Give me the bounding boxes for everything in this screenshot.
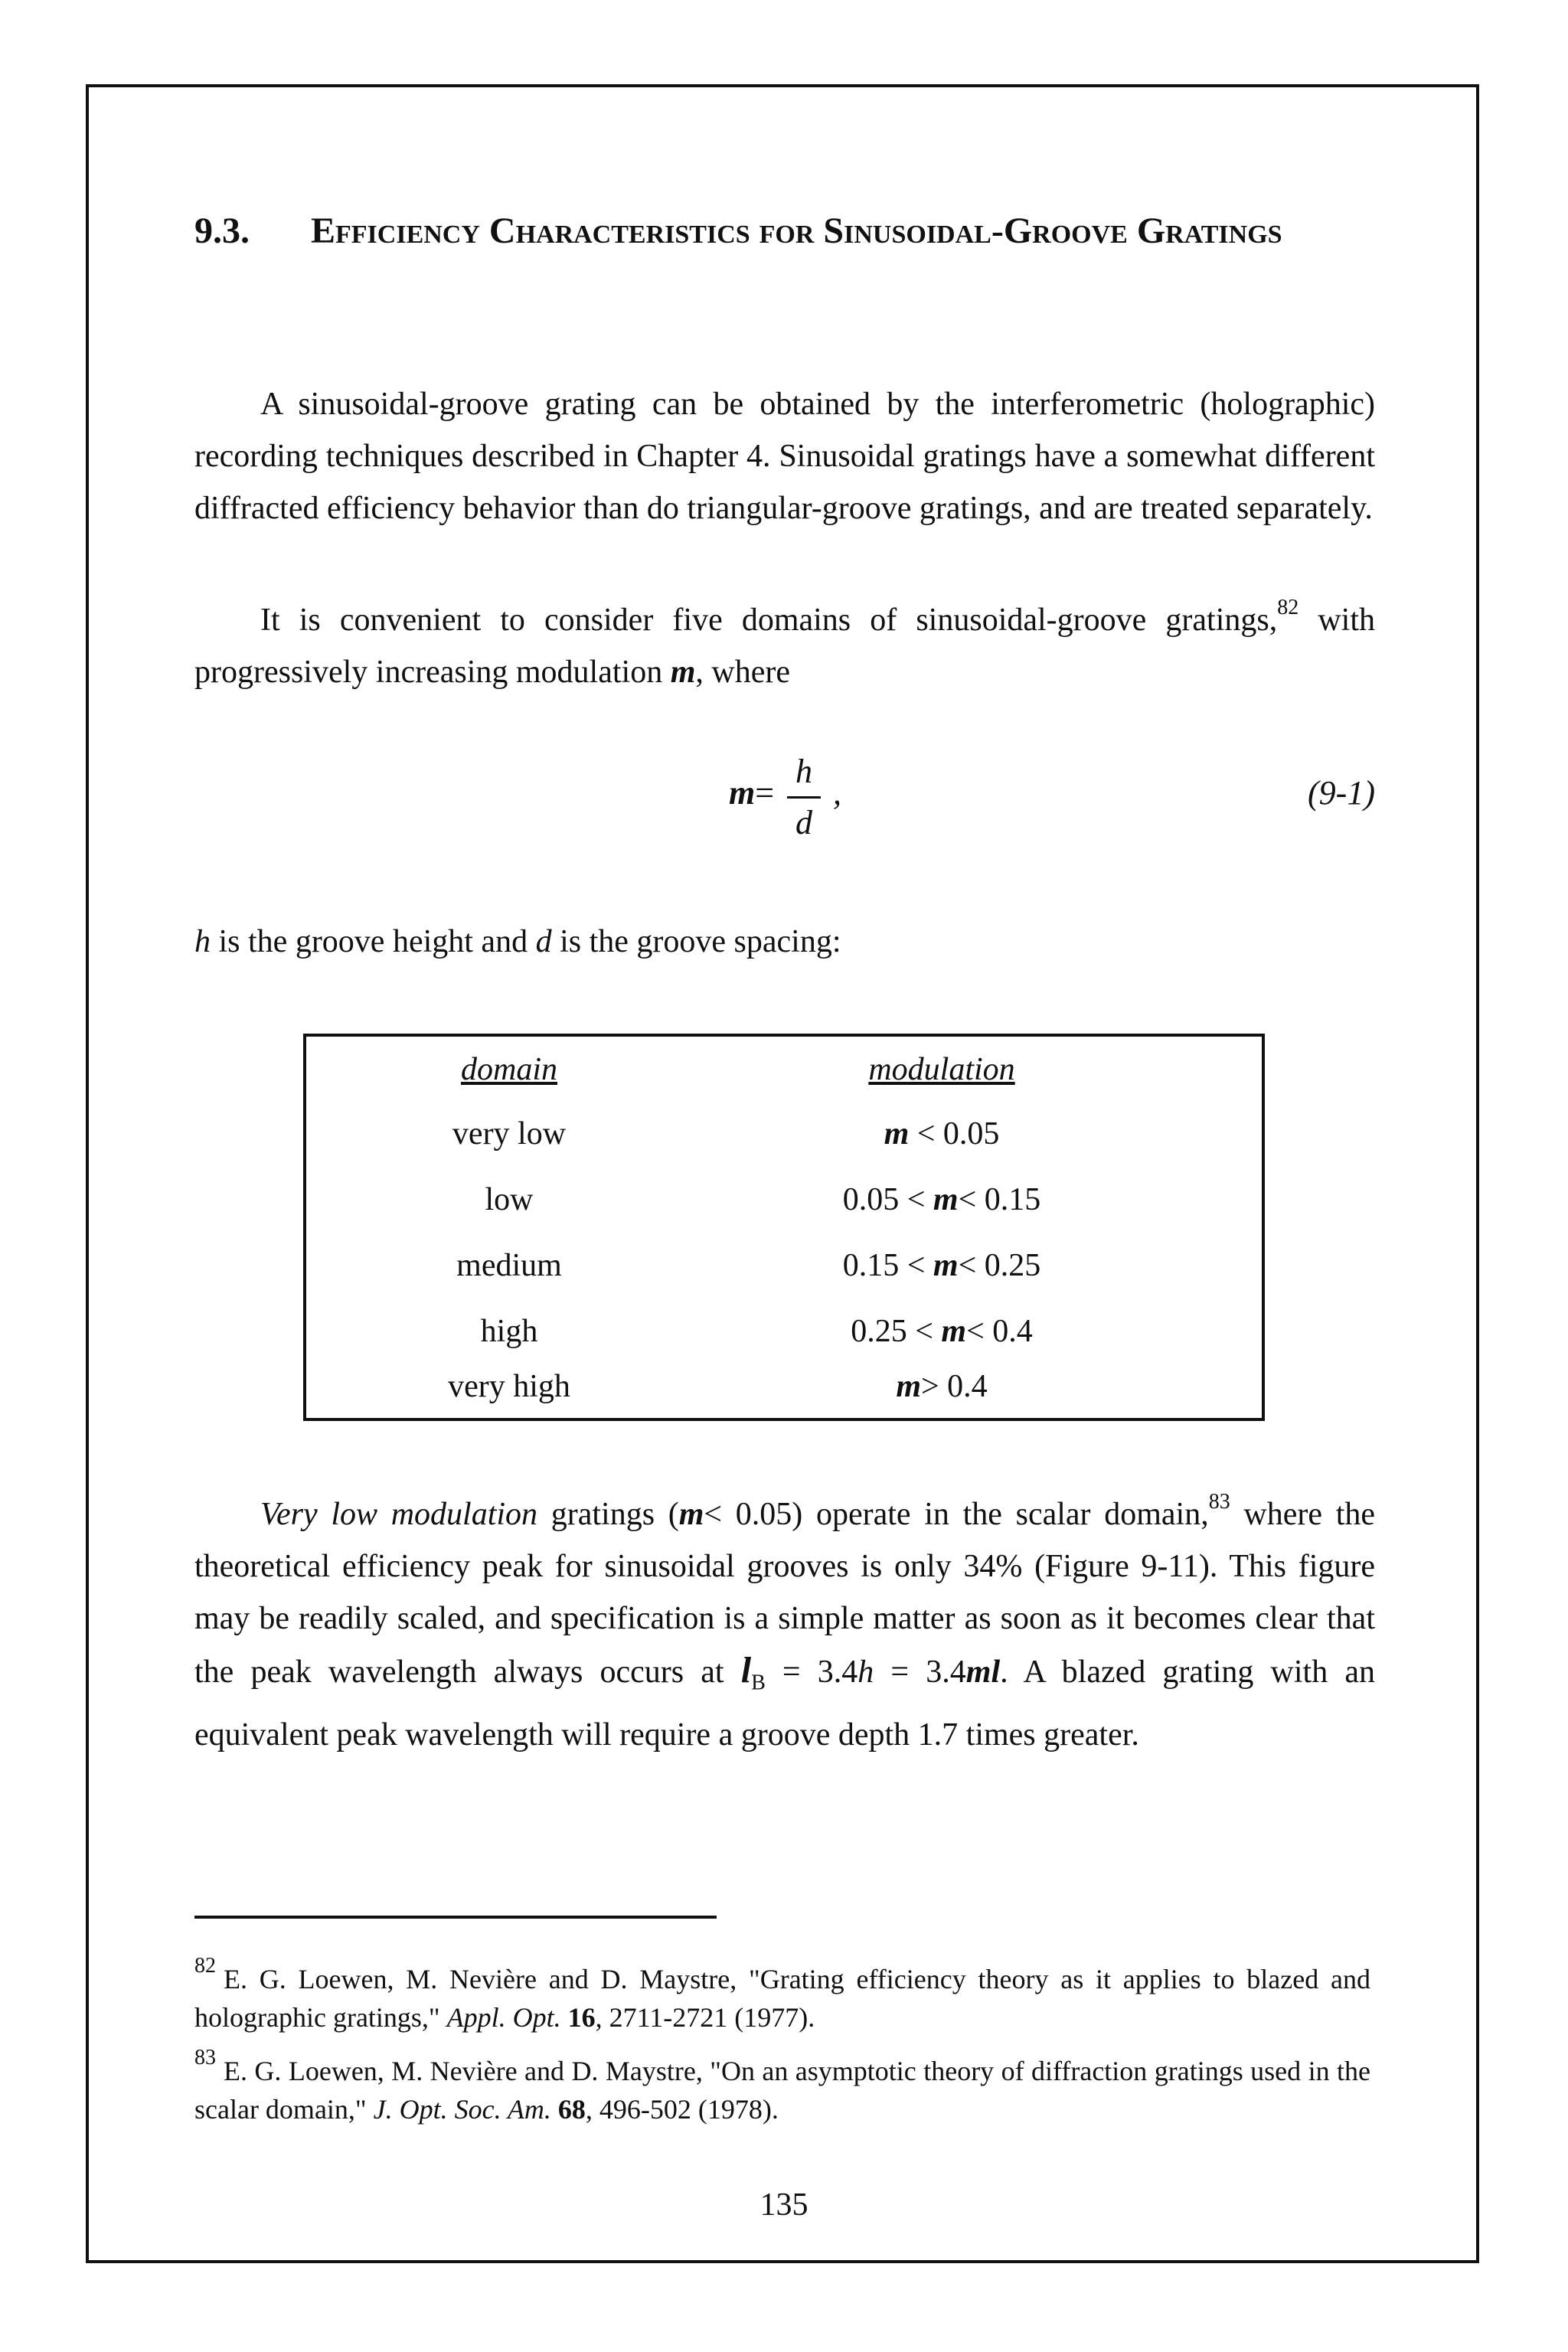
modulation-symbol: m: [884, 1116, 910, 1152]
domain-cell: low: [485, 1182, 534, 1217]
lambda-subscript: B: [751, 1671, 766, 1695]
range-low: 0.15 <: [842, 1248, 933, 1283]
footnote-volume: 16: [567, 2002, 596, 2033]
domain-cell: very low: [452, 1116, 567, 1152]
footnote-rule: [194, 1916, 717, 1919]
paragraph-very-low-modulation: [194, 1488, 1375, 1761]
p3-text-1: gratings (: [537, 1497, 679, 1532]
equation-lhs: [729, 773, 774, 812]
range-high: < 0.4: [966, 1314, 1033, 1349]
range-high: > 0.4: [920, 1369, 988, 1404]
explanation-text-1: is the groove height and: [211, 924, 536, 959]
paragraph-domains: [194, 594, 1375, 698]
equation-number: (9-1): [1308, 774, 1375, 812]
modulation-symbol: m: [933, 1248, 959, 1283]
footnote-ref-83: 83: [1208, 1490, 1230, 1514]
range-high: < 0.05: [909, 1116, 1000, 1152]
table-header-row: [306, 1037, 1262, 1102]
p3-text-3: where the theoretical efficiency peak for sinusoidal grooves is only 34% (Figure 9-11). This figure may be readily scaled, and specification is a simple matter as soon as it becomes clear that the peak wavelength always occurs at: [194, 1497, 1375, 1690]
table-row: [306, 1233, 1262, 1298]
p3-text-6: . A blazed grating with an equivalent peak wavelength will require a groove depth 1.7 times greater.: [194, 1655, 1375, 1753]
footnote-pages: , 2711-2721 (1977).: [595, 2002, 815, 2033]
footnote-text: E. G. Loewen, M. Nevière and D. Maystre, "Grating efficiency theory as it applies to blazed and holographic gratings,": [194, 1964, 1370, 2033]
paragraph-domains-text-2: with progressively increasing modulation: [194, 603, 1375, 690]
paragraph-domains-text-3: , where: [695, 655, 790, 690]
domain-cell: high: [480, 1314, 538, 1349]
m-lambda-symbol: ml: [965, 1655, 1001, 1690]
range-high: < 0.25: [958, 1248, 1041, 1283]
lambda-symbol: l: [740, 1650, 752, 1690]
footnote-number: 83: [194, 2046, 216, 2069]
symbol-d: d: [535, 924, 552, 959]
table-row: [306, 1354, 1262, 1419]
table-row: [306, 1167, 1262, 1233]
footnote-83: [194, 2046, 1370, 2128]
section-number: 9.3.: [194, 211, 250, 251]
equation-9-1: [194, 750, 1375, 850]
explanation-text-2: is the groove spacing:: [551, 924, 841, 959]
footnote-journal: J. Opt. Soc. Am.: [373, 2094, 551, 2125]
modulation-cell: [796, 1354, 1087, 1419]
modulation-table: [303, 1034, 1265, 1421]
domain-cell: very high: [448, 1369, 570, 1404]
footnote-journal: Appl. Opt.: [446, 2002, 561, 2033]
fraction-numerator: h: [795, 753, 812, 790]
equation-lhs-symbol: m: [729, 774, 756, 812]
modulation-symbol: m: [670, 655, 696, 690]
header-domain: domain: [461, 1052, 557, 1087]
equation-fraction: [782, 750, 825, 844]
p3-text-2: < 0.05) operate in the scalar domain,: [704, 1497, 1209, 1532]
modulation-cell: [796, 1167, 1087, 1233]
modulation-cell: [796, 1233, 1087, 1298]
modulation-symbol: m: [678, 1497, 704, 1532]
equation-explanation: [194, 916, 841, 968]
footnote-82: [194, 1954, 1370, 2037]
footnote-pages: , 496-502 (1978).: [585, 2094, 779, 2125]
section-title: Efficiency Characteristics for Sinusoidal-Groove Gratings: [311, 211, 1282, 251]
modulation-symbol: m: [941, 1314, 967, 1349]
modulation-cell: [796, 1101, 1087, 1167]
p3-text-5: = 3.4: [874, 1655, 966, 1690]
p3-text-4: = 3.4: [765, 1655, 858, 1690]
modulation-symbol: m: [896, 1369, 921, 1404]
table-row: [306, 1101, 1262, 1167]
footnote-text: E. G. Loewen, M. Nevière and D. Maystre, "On an asymptotic theory of diffraction gratings used in the scalar domain,": [194, 2056, 1370, 2125]
range-high: < 0.15: [958, 1182, 1041, 1217]
symbol-h: h: [194, 924, 211, 959]
fraction-bar: [787, 796, 821, 799]
paragraph-domains-text: It is convenient to consider five domains of sinusoidal-groove gratings,: [260, 603, 1278, 638]
modulation-symbol: m: [933, 1182, 959, 1217]
domain-cell: medium: [456, 1248, 562, 1283]
footnote-ref-82: 82: [1277, 596, 1299, 619]
footnote-volume: 68: [557, 2094, 586, 2125]
term-very-low-modulation: Very low modulation: [260, 1497, 538, 1532]
fraction-denominator: d: [795, 804, 812, 841]
symbol-h: h: [858, 1655, 874, 1690]
paragraph-intro: A sinusoidal-groove grating can be obtained by the interferometric (holographic) recording techniques described in Chapter 4. Sinusoidal gratings have a somewhat different diffracted efficiency behavior than do triangular-groove gratings, and are treated separately.: [194, 387, 1375, 526]
equation-comma: ,: [833, 774, 841, 812]
page-number: 135: [760, 2187, 808, 2223]
range-low: 0.25 <: [851, 1314, 942, 1349]
header-modulation: modulation: [868, 1052, 1015, 1087]
range-low: 0.05 <: [842, 1182, 933, 1217]
footnote-number: 82: [194, 1954, 216, 1978]
equation-equals: =: [755, 774, 775, 812]
